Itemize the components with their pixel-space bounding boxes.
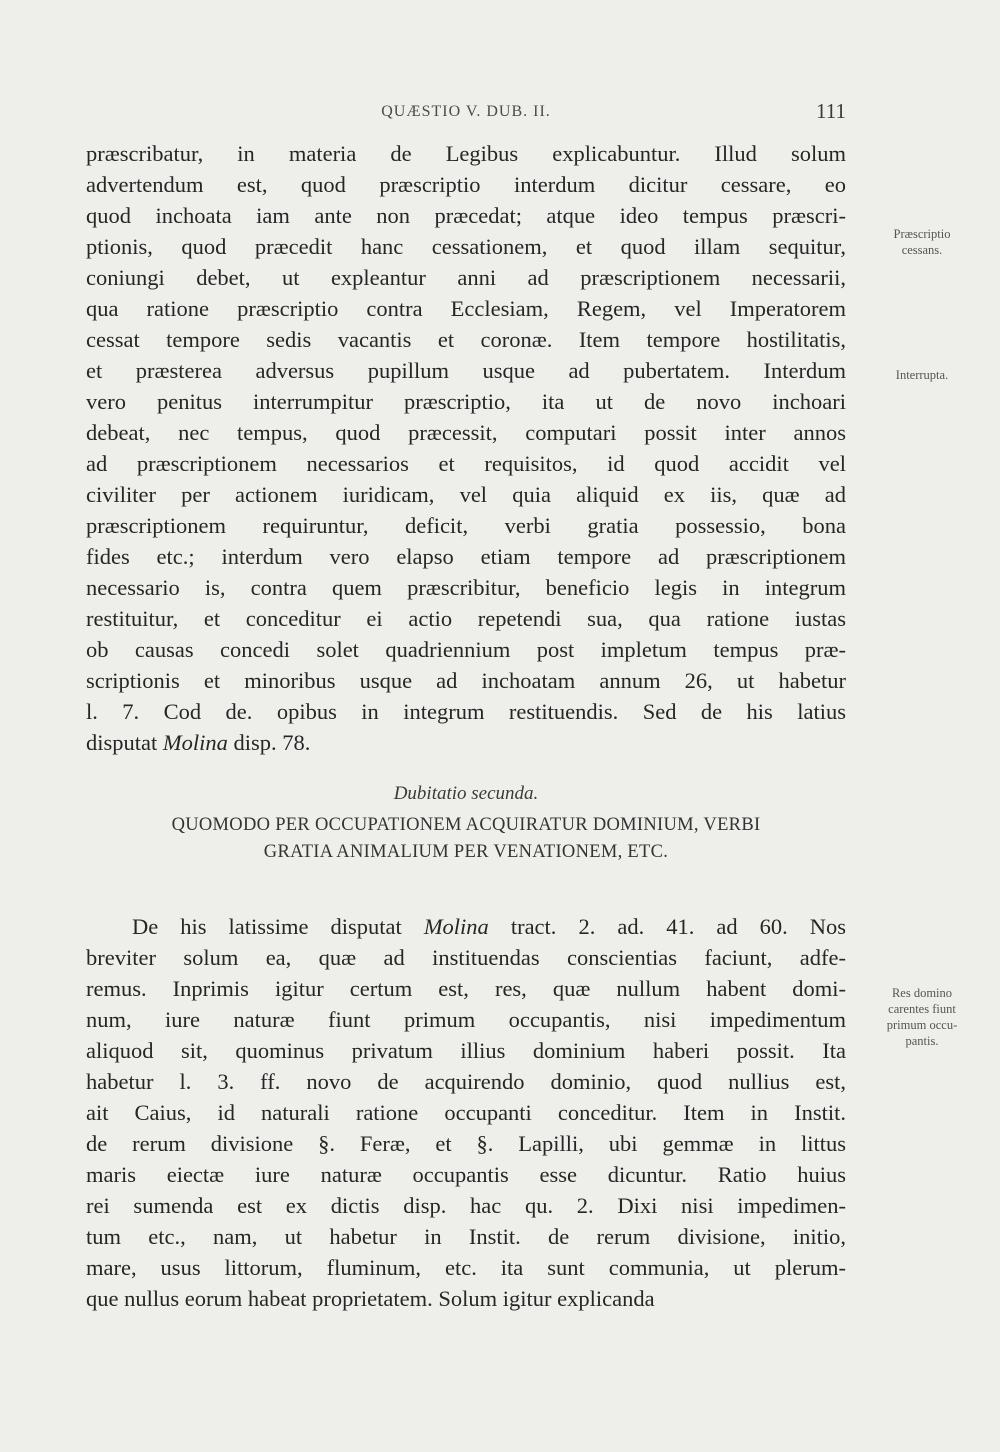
text-line: quod inchoata iam ante non præcedat; atque ideo tempus præscri- — [86, 203, 846, 228]
paragraph-2 — [86, 911, 846, 1314]
text-line: breviter solum ea, quæ ad instituendas conscientias faciunt, adfe- — [86, 945, 846, 970]
text-span: disputat — [86, 730, 163, 755]
text-line: qua ratione præscriptio contra Ecclesiam, Regem, vel Imperatorem — [86, 296, 846, 321]
text-line: cessat tempore sedis vacantis et coronæ. Item tempore hostilitatis, — [86, 327, 846, 352]
text-line: ait Caius, id naturali ratione occupanti conceditur. Item in Instit. — [86, 1100, 846, 1125]
margin-note-line: primum occu- — [886, 1018, 958, 1032]
section-heading-line-1: QUOMODO PER OCCUPATIONEM ACQUIRATUR DOMINIUM, VERBI — [171, 815, 761, 835]
margin-note-line: pantis. — [905, 1034, 939, 1048]
text-line: num, iure naturæ fiunt primum occupantis, nisi impedimentum — [86, 1007, 846, 1032]
text-line: civiliter per actionem iuridicam, vel quia aliquid ex iis, quæ ad — [86, 482, 846, 507]
text-line: rei sumenda est ex dictis disp. hac qu. 2. Dixi nisi impedimen- — [86, 1193, 846, 1218]
margin-note-res-domino-carentes — [848, 985, 996, 1049]
page-number: 111 — [816, 99, 846, 123]
text-line: tum etc., nam, ut habetur in Instit. de rerum divisione, initio, — [86, 1224, 846, 1249]
running-head: QUÆSTIO V. DUB. II. — [381, 103, 551, 120]
text-line: aliquod sit, quominus privatum illius dominium haberi possit. Ita — [86, 1038, 846, 1063]
text-line: coniungi debet, ut expleantur anni ad præscriptionem necessarii, — [86, 265, 846, 290]
author-name: Molina — [162, 730, 228, 755]
text-line: l. 7. Cod de. opibus in integrum restituendis. Sed de his latius — [86, 699, 846, 724]
section-heading-line-2: GRATIA ANIMALIUM PER VENATIONEM, ETC. — [263, 842, 669, 862]
text-line: habetur l. 3. ff. novo de acquirendo dominio, quod nullius est, — [86, 1069, 846, 1094]
text-line: fides etc.; interdum vero elapso etiam tempore ad præscriptionem — [86, 544, 846, 569]
text-line: vero penitus interrumpitur præscriptio, ita ut de novo inchoari — [86, 389, 846, 414]
text-line: præscribatur, in materia de Legibus explicabuntur. Illud solum — [86, 141, 846, 166]
text-line: remus. Inprimis igitur certum est, res, quæ nullum habent domi- — [86, 976, 846, 1001]
bleed-through-note — [880, 160, 990, 174]
text-line: debeat, nec tempus, quod præcessit, computari possit inter annos — [86, 420, 846, 445]
text-span: De his latissime disputat — [132, 914, 424, 939]
margin-note-line: Præscriptio — [893, 227, 951, 241]
paragraph-1 — [86, 138, 846, 758]
margin-note-interrupta — [848, 367, 996, 383]
text-line: ad præscriptionem necessarios et requisitos, id quod accidit vel — [86, 451, 846, 476]
text-line: ob causas concedi solet quadriennium post impletum tempus præ- — [86, 637, 846, 662]
text-line: advertendum est, quod præscriptio interdum dicitur cessare, eo — [86, 172, 846, 197]
text-line: necessario is, contra quem præscribitur, beneficio legis in integrum — [86, 575, 846, 600]
text-line — [86, 911, 846, 942]
text-line: maris eiectæ iure naturæ occupantis esse dicuntur. Ratio huius — [86, 1162, 846, 1187]
section-subtitle: Dubitatio secunda. — [393, 783, 539, 804]
margin-note-line: cessans. — [901, 243, 943, 257]
text-line-last — [86, 727, 846, 758]
margin-note-line: Res domino — [891, 986, 953, 1000]
margin-note-line: Interrupta. — [895, 368, 949, 382]
text-line: de rerum divisione §. Feræ, et §. Lapilli, ubi gemmæ in littus — [86, 1131, 846, 1156]
text-line: que nullus eorum habeat proprietatem. Solum igitur explicanda — [86, 1286, 655, 1311]
text-line: mare, usus littorum, fluminum, etc. ita sunt communia, ut plerum- — [86, 1255, 846, 1280]
page-header — [86, 99, 846, 129]
text-line: restituitur, et conceditur ei actio repetendi sua, qua ratione iustas — [86, 606, 846, 631]
text-line: et præsterea adversus pupillum usque ad pubertatem. Interdum — [86, 358, 846, 383]
text-span: tract. 2. ad. 41. ad 60. Nos — [488, 914, 846, 939]
author-name: Molina — [423, 914, 489, 939]
text-span: disp. 78. — [227, 730, 311, 755]
text-line: ptionis, quod præcedit hanc cessationem, et quod illam sequitur, — [86, 234, 846, 259]
margin-note-praescriptio-cessans — [848, 226, 996, 258]
text-line: præscriptionem requiruntur, deficit, verbi gratia possessio, bona — [86, 513, 846, 538]
margin-note-line: carentes fiunt — [888, 1002, 956, 1016]
text-line: scriptionis et minoribus usque ad inchoatam annum 26, ut habetur — [86, 668, 846, 693]
